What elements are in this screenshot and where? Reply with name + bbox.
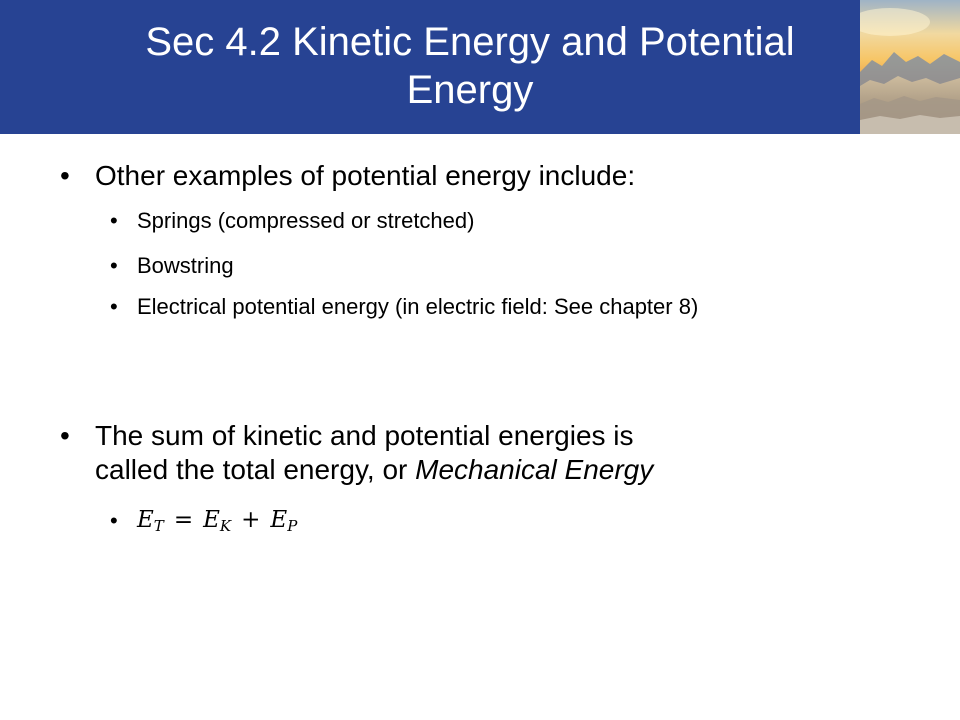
bullet-dot: •: [60, 420, 70, 451]
formula-plus: +: [241, 507, 261, 533]
bullet-dot: •: [60, 160, 70, 191]
sub-bullet-bowstring: [110, 252, 837, 279]
formula-equals: =: [173, 507, 194, 533]
slide-title-line-1: Sec 4.2 Kinetic Energy and Potential: [145, 20, 795, 64]
bullet-dot: •: [110, 508, 118, 533]
bullet-text: Electrical potential energy (in electric field: See chapter 8): [137, 294, 699, 319]
sub-bullet-springs: [110, 207, 837, 234]
bullet-dot: •: [110, 253, 118, 278]
sub-bullet-electrical: [110, 293, 837, 320]
bullet-text-line-1: The sum of kinetic and potential energies is: [95, 420, 634, 451]
bullet-dot: •: [110, 208, 118, 233]
formula-kinetic-subscript: K: [219, 517, 232, 535]
bullet-other-examples: [60, 159, 875, 193]
formula-kinetic-energy: E: [203, 507, 220, 533]
bullet-text: Other examples of potential energy include:: [95, 160, 636, 191]
slide-title-line-2: Energy: [406, 68, 534, 112]
formula-total-energy: E: [137, 507, 154, 533]
bullet-text: [95, 419, 875, 487]
formula-potential-energy: E: [270, 507, 288, 533]
bullet-text: Bowstring: [137, 253, 234, 278]
formula-total-subscript: T: [153, 517, 164, 535]
sub-bullet-formula: [110, 507, 837, 534]
bullet-text: Springs (compressed or stretched): [137, 208, 475, 233]
mechanical-energy-term: Mechanical Energy: [415, 454, 654, 485]
energy-formula: [137, 507, 837, 534]
bullet-dot: •: [110, 294, 118, 319]
bullet-text-line-2: called the total energy, or: [95, 454, 416, 485]
bullet-total-energy: [60, 419, 875, 487]
formula-potential-subscript: P: [287, 517, 298, 535]
